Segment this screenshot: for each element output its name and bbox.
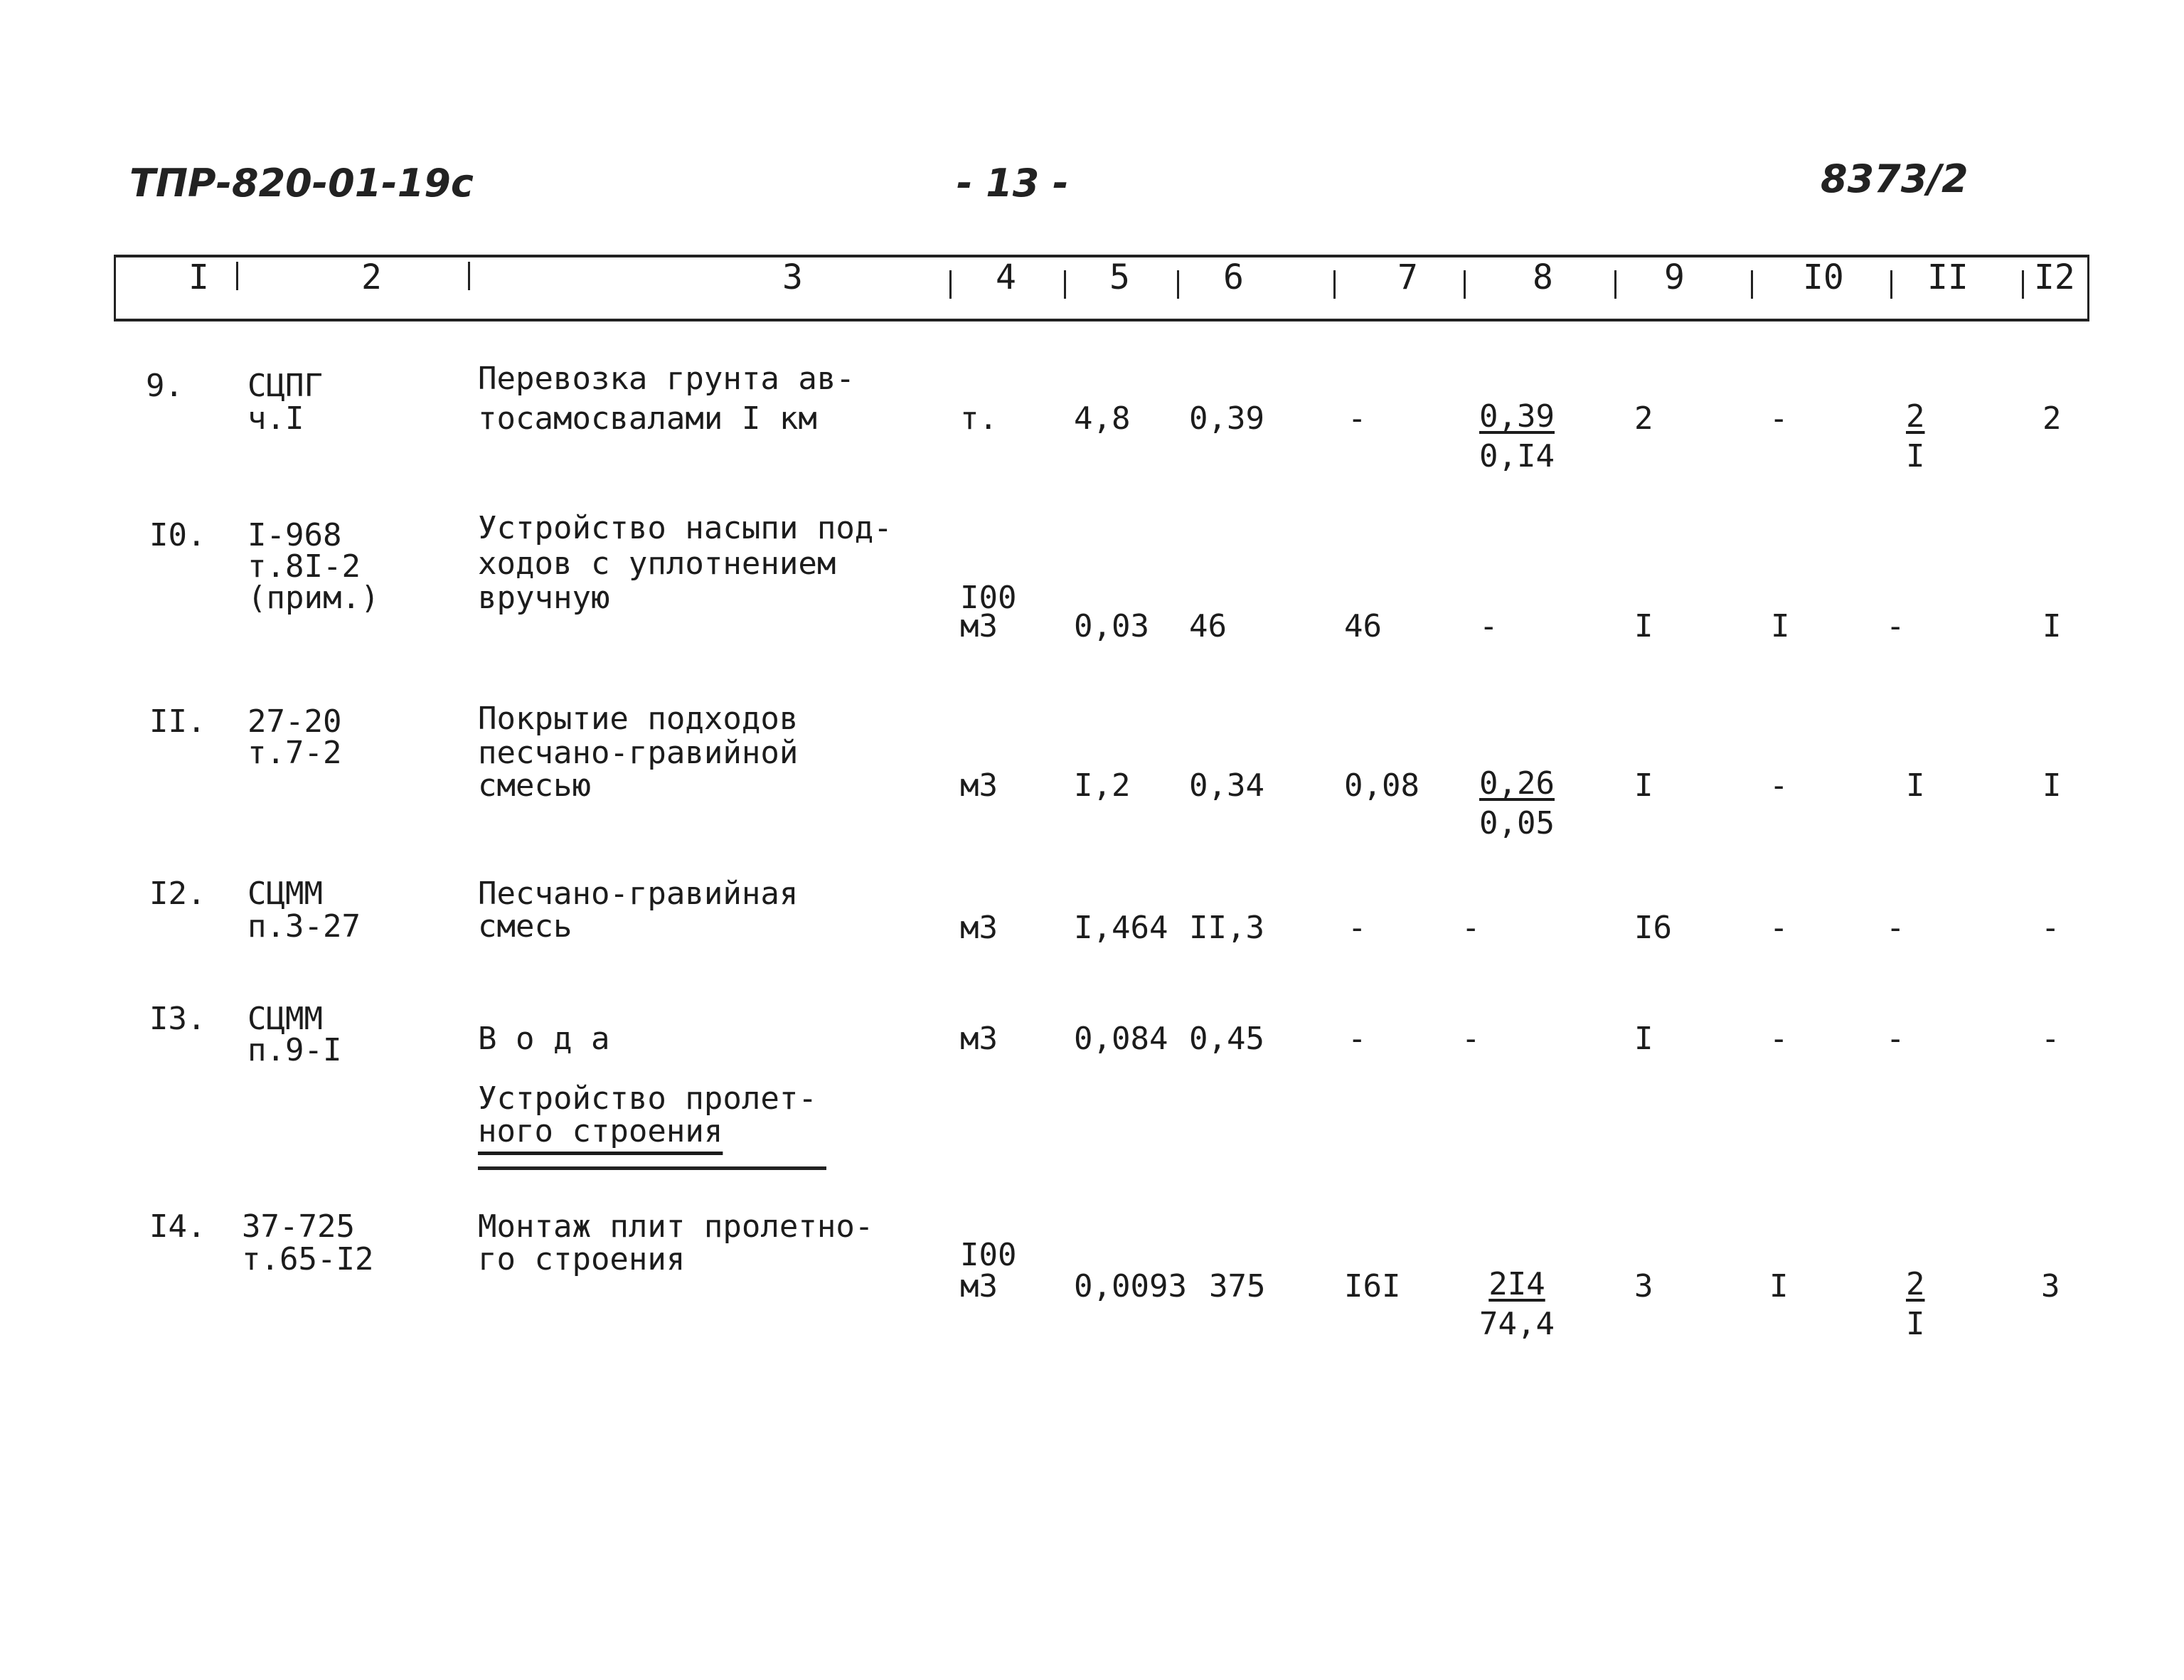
row-code: 27-20	[247, 703, 342, 740]
cell-col9: I6	[1634, 910, 1672, 946]
col-header-4: 4	[996, 257, 1016, 297]
fraction-denominator: I	[1906, 1306, 1925, 1342]
row-code: т.7-2	[247, 735, 342, 771]
row-code: т.8I-2	[247, 548, 361, 585]
col-sep-1	[236, 262, 238, 290]
header-right-edge	[2087, 255, 2089, 321]
col-sep-7	[1464, 270, 1466, 299]
row-unit: м3	[960, 1021, 998, 1057]
row-unit: м3	[960, 608, 998, 644]
fraction-numerator: 0,26	[1479, 765, 1555, 802]
cell-col10: -	[1769, 400, 1789, 437]
cell-col12: I	[2042, 608, 2062, 644]
row-code: п.9-I	[247, 1032, 342, 1068]
col-header-2: 2	[361, 257, 382, 297]
row-number: II.	[149, 703, 206, 740]
col-header-3: 3	[782, 257, 803, 297]
cell-col9: 2	[1634, 400, 1653, 437]
fraction-numerator: 2	[1906, 398, 1925, 435]
row-description: Устройство насыпи под-	[478, 510, 893, 546]
col-header-7: 7	[1397, 257, 1418, 297]
row-code: СЦММ	[247, 876, 323, 912]
section-heading-line: ного строения	[478, 1113, 723, 1149]
row-description: песчано-гравийной	[478, 735, 799, 771]
row-description: В о д а	[478, 1021, 610, 1057]
cell-col11: I	[1906, 767, 1925, 804]
cell-col11: -	[1886, 608, 1905, 644]
row-number: I0.	[149, 517, 206, 553]
cell-col5: 0,0093	[1074, 1268, 1187, 1304]
cell-col9: 3	[1634, 1268, 1653, 1304]
cell-col8: -	[1461, 1021, 1481, 1057]
col-header-1: I	[188, 257, 209, 297]
row-code: (прим.)	[247, 580, 380, 616]
cell-col10: -	[1769, 910, 1789, 946]
col-sep-4	[1064, 270, 1066, 299]
fraction-denominator: 0,05	[1479, 805, 1555, 841]
col-sep-9	[1751, 270, 1753, 299]
cell-col6: 375	[1209, 1268, 1266, 1304]
cell-col5: 0,084	[1074, 1021, 1168, 1057]
cell-col11: -	[1886, 910, 1905, 946]
row-description: ходов с уплотнением	[478, 546, 836, 582]
cell-col8: -	[1479, 608, 1498, 644]
cell-col8-fraction	[1479, 397, 1555, 477]
cell-col11-fraction	[1906, 397, 1925, 477]
col-sep-3	[949, 270, 952, 299]
row-code: п.3-27	[247, 908, 361, 945]
cell-col9: I	[1634, 1021, 1653, 1057]
row-code: т.65-I2	[242, 1241, 374, 1277]
document-code: ТПР-820-01-19с	[129, 161, 474, 206]
cell-col12: -	[2041, 1021, 2060, 1057]
col-header-5: 5	[1109, 257, 1130, 297]
cell-col7: 46	[1344, 608, 1382, 644]
row-unit: м3	[960, 910, 998, 946]
col-sep-5	[1177, 270, 1179, 299]
cell-col7: 0,08	[1344, 767, 1419, 804]
cell-col6: 0,45	[1189, 1021, 1264, 1057]
row-number: 9.	[146, 368, 183, 404]
cell-col5: 0,03	[1074, 608, 1149, 644]
row-number: I3.	[149, 1001, 206, 1037]
row-description: Покрытие подходов	[478, 701, 799, 737]
row-number: I4.	[149, 1208, 206, 1245]
cell-col7: -	[1348, 1021, 1367, 1057]
col-sep-11	[2022, 270, 2024, 299]
row-unit: I00	[960, 580, 1017, 616]
row-description: Песчано-гравийная	[478, 876, 799, 912]
header-top-rule	[114, 255, 2089, 257]
fraction-numerator: 2	[1906, 1266, 1925, 1302]
col-header-11: II	[1927, 257, 1969, 297]
row-description: Перевозка грунта ав-	[478, 361, 855, 397]
cell-col12: 2	[2042, 400, 2062, 437]
col-sep-8	[1614, 270, 1616, 299]
cell-col9: I	[1634, 608, 1653, 644]
row-number: I2.	[149, 876, 206, 912]
cell-col10: -	[1769, 767, 1789, 804]
cell-col10: -	[1769, 1021, 1789, 1057]
header-left-edge	[114, 255, 116, 321]
cell-col12: -	[2041, 910, 2060, 946]
cell-col8-fraction	[1479, 1265, 1555, 1344]
fraction-denominator: 0,I4	[1479, 438, 1555, 474]
row-description: вручную	[478, 580, 610, 616]
col-sep-6	[1333, 270, 1336, 299]
row-description: го строения	[478, 1241, 686, 1277]
row-description: смесь	[478, 908, 572, 945]
cell-col5: I,464	[1074, 910, 1168, 946]
cell-col11-fraction	[1906, 1265, 1925, 1344]
row-description: смесью	[478, 767, 591, 804]
cell-col7: -	[1348, 910, 1367, 946]
fraction-numerator: 0,39	[1479, 398, 1555, 435]
fraction-denominator: 74,4	[1479, 1306, 1555, 1342]
cell-col6: 0,34	[1189, 767, 1264, 804]
cell-col12: 3	[2041, 1268, 2060, 1304]
section-heading-line: Устройство пролет-	[478, 1080, 817, 1117]
cell-col10: I	[1769, 1268, 1789, 1304]
row-code: СЦММ	[247, 1001, 323, 1037]
row-unit: т.	[960, 400, 998, 437]
col-header-10: I0	[1803, 257, 1844, 297]
section-underline	[478, 1166, 826, 1170]
row-unit: м3	[960, 1268, 998, 1304]
col-header-12: I2	[2034, 257, 2075, 297]
row-code: 37-725	[242, 1208, 355, 1245]
header-bottom-rule	[114, 319, 2089, 321]
row-code: I-968	[247, 517, 342, 553]
cell-col9: I	[1634, 767, 1653, 804]
cell-col6: II,3	[1189, 910, 1264, 946]
col-sep-10	[1890, 270, 1892, 299]
col-header-9: 9	[1664, 257, 1685, 297]
row-unit: I00	[960, 1237, 1017, 1273]
fraction-numerator: 2I4	[1488, 1266, 1545, 1302]
cell-col8: -	[1461, 910, 1481, 946]
col-header-6: 6	[1223, 257, 1244, 297]
row-code: СЦПГ	[247, 368, 323, 404]
col-header-8: 8	[1533, 257, 1553, 297]
cell-col11: -	[1886, 1021, 1905, 1057]
page-mark: - 13 -	[957, 161, 1069, 206]
cell-col6: 0,39	[1189, 400, 1264, 437]
cell-col12: I	[2042, 767, 2062, 804]
sheet-number: 8373/2	[1821, 156, 1969, 201]
cell-col7: -	[1348, 400, 1367, 437]
cell-col5: 4,8	[1074, 400, 1131, 437]
cell-col6: 46	[1189, 608, 1227, 644]
row-unit: м3	[960, 767, 998, 804]
fraction-denominator: I	[1906, 438, 1925, 474]
row-code: ч.I	[247, 400, 304, 437]
cell-col10: I	[1771, 608, 1790, 644]
cell-col7: I6I	[1344, 1268, 1401, 1304]
cell-col8-fraction	[1479, 764, 1555, 844]
cell-col5: I,2	[1074, 767, 1131, 804]
row-description: тосамосвалами I км	[478, 400, 817, 437]
col-sep-2	[468, 262, 470, 290]
row-description: Монтаж плит пролетно-	[478, 1208, 874, 1245]
